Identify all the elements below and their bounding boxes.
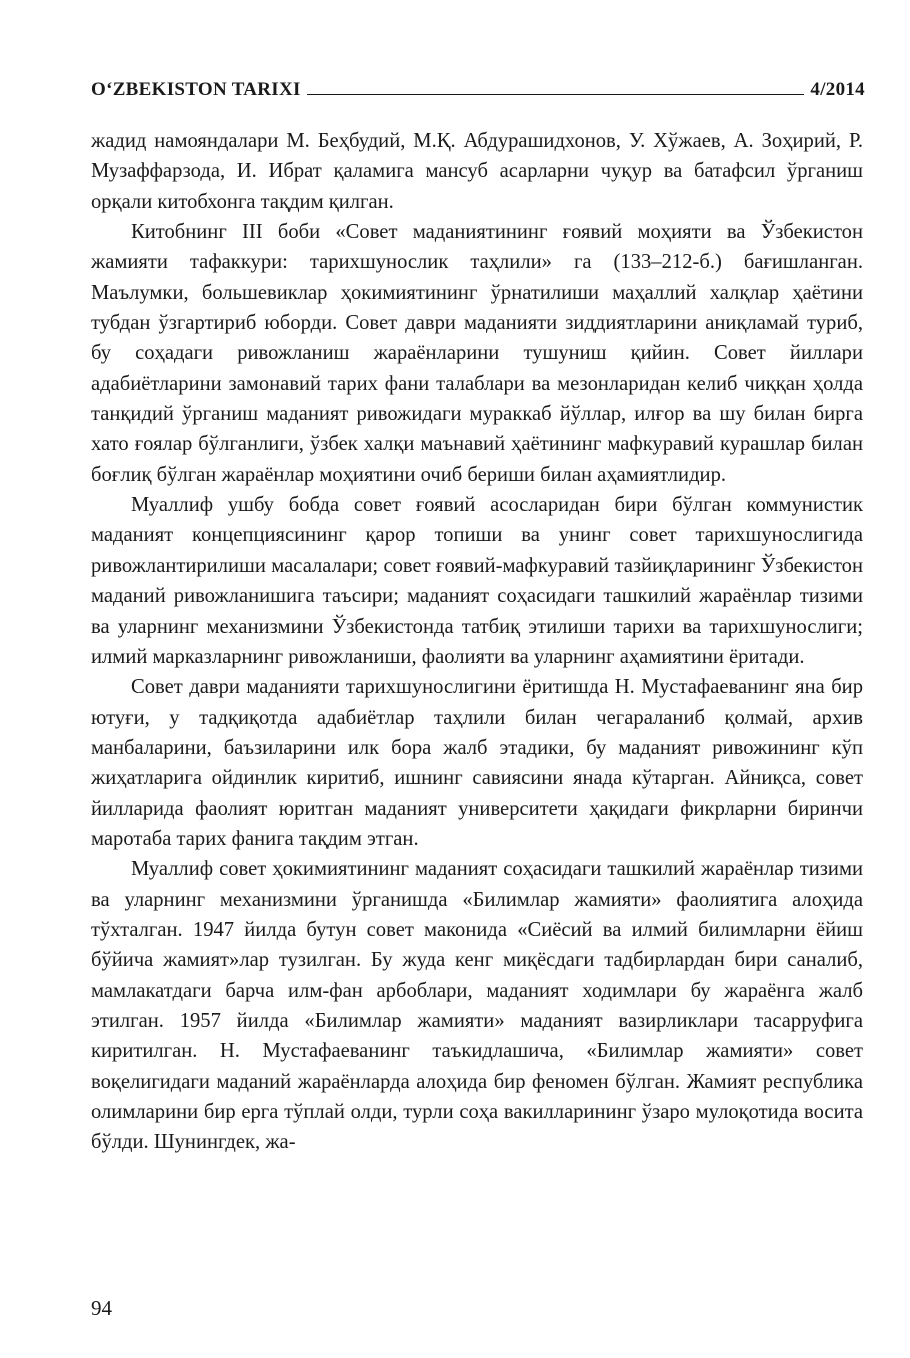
header-rule [307,94,805,95]
paragraph-continuation: жадид намояндалари М. Беҳбудий, М.Қ. Абдурашидхонов, У. Хўжаев, А. Зоҳирий, Р. Музаффарзода, И. Ибрат қаламига мансуб асарларни чуқур ва батафсил ўрганиш орқали китобхонга тақдим қилган. [91,130,863,213]
running-header [91,71,865,101]
paragraph: Муаллиф ушбу бобда совет ғоявий асосларидан бири бўлган коммунистик маданият концепциясининг қарор топиши ва унинг совет тарихшунослигида ривожлантирилиши масалалари; совет ғоявий-мафкуравий тазйиқларининг Ўзбекистон маданий ривожланишига таъсири; маданият соҳасидаги ташкилий жараёнлар тизими ва уларнинг механизмини Ўзбекистонда татбиқ этилиши тарихи ва тарихшунослиги; илмий марказларнинг ривожланиши, фаолияти ва уларнинг аҳамиятини ёритади. [91,494,863,668]
paragraph: Совет даври маданияти тарихшунослигини ёритишда Н. Мустафаеванинг яна бир ютуғи, у тадқиқотда адабиётлар таҳлили билан чегараланиб қолмай, архив манбаларини, баъзиларини илк бора жалб этадики, бу маданият ривожининг кўп жиҳатларига ойдинлик киритиб, ишнинг савиясини янада кўтарган. Айниқса, совет йилларида фаолият юритган маданият университети ҳақидаги фикрларни биринчи маротаба тарих фанига тақдим этган. [91,676,863,850]
page-number: 94 [91,1296,112,1320]
issue-number: 4/2014 [810,79,865,100]
paragraph: Китобнинг III боби «Совет маданиятининг ғоявий моҳияти ва Ўзбекистон жамияти тафаккури: тарихшунослик таҳлили» га (133–212-б.) бағишланган. Маълумки, большевиклар ҳокимиятининг ўрнатилиши маҳаллий халқлар ҳаётини тубдан ўзгартириб юборди. Совет даври маданияти зиддиятларини аниқламай туриб, бу соҳадаги ривожланиш жараёнларини тушуниш қийин. Совет йиллари адабиётларини замонавий тарих фани талаблари ва мезонларидан келиб чиққан ҳолда танқидий ўрганиш маданият ривожидаги мураккаб йўллар, илғор ва шу билан бирга хато ғоялар бўлганлиги, ўзбек халқи маънавий ҳаётининг мафкуравий курашлар билан боғлиқ бўлган жараёнлар моҳиятини очиб бериши билан аҳамиятлидир. [91,221,863,486]
article-body [91,126,863,1158]
journal-title: O‘ZBEKISTON TARIXI [91,79,301,100]
paragraph: Муаллиф совет ҳокимиятининг маданият соҳасидаги ташкилий жараёнлар тизими ва уларнинг механизмини ўрганишда «Билимлар жамияти» фаолиятига алоҳида тўхталган. 1947 йилда бутун совет маконида «Сиёсий ва илмий билимларни ёйиш бўйича жамият»лар тузилган. Бу жуда кенг миқёсдаги тадбирлардан бири саналиб, мамлакатдаги барча илм-фан арбоблари, маданият ходимлари бу жараёнга жалб этилган. 1957 йилда «Билимлар жамияти» маданият вазирликлари тасарруфига киритилган. Н. Мустафаеванинг таъкидлашича, «Билимлар жамияти» совет воқелигидаги маданий жараёнларда алоҳида бир феномен бўлган. Жамият республика олимларини бир ерга тўплай олди, турли соҳа вакилларининг ўзаро мулоқотида восита бўлди. Шунингдек, жа- [91,858,863,1154]
